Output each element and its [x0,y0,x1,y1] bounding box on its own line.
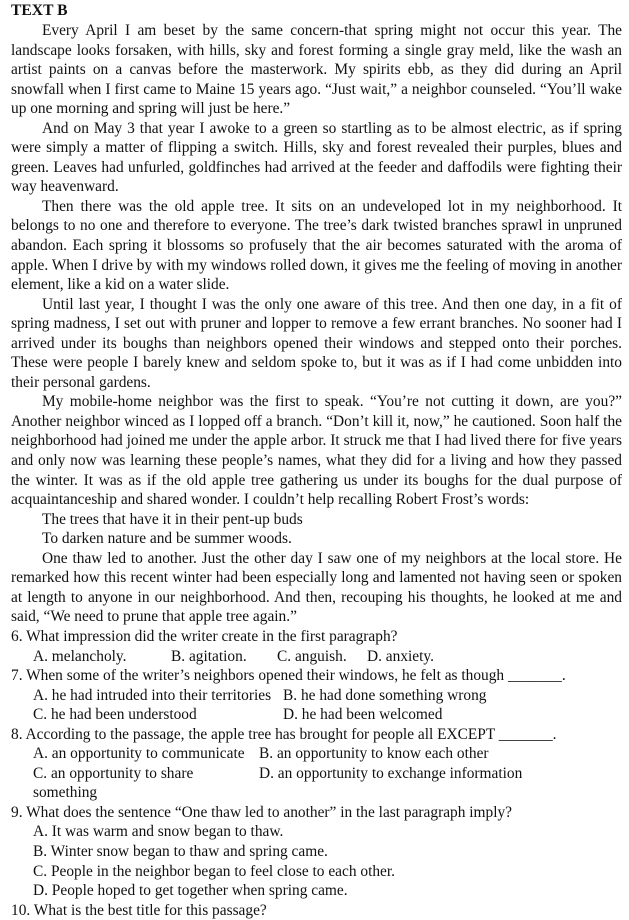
option: C. an opportunity to share something [33,764,194,802]
option: C. anguish. [277,647,347,665]
question-8: 8. According to the passage, the apple tree has brought for people all EXCEPT _______. [11,725,557,743]
paragraph-3: Then there was the old apple tree. It sits on an undeveloped lot in my neighborhood. It belongs to no one and therefore to everyone. The tree’s dark twisted branches sprawl in unpruned abandon. Each spring it blossoms so profusely that the air becomes saturated with the aroma of apple. When I drive by with my windows rolled down, it gives me the feeling of moving in another element, like a kid on a water slide. [11,197,622,294]
paragraph-2: And on May 3 that year I awoke to a green so startling as to be almost electric, as if spring were simply a matter of flipping a switch. Hills, sky and forest revealed their purples, blues and green. Leaves had unfurled, goldfinches had arrived at the feeder and daffodils were fighting their way heavenward. [11,119,622,196]
question-7-options [11,686,622,725]
question-10: 10. What is the best title for this passage? [11,901,267,919]
option: A. It was warm and snow began to thaw. [33,823,284,841]
option: B. agitation. [171,647,247,665]
option: A. he had intruded into their territories [33,686,272,704]
option: C. he had been understood [33,706,197,724]
question-8-options [11,744,622,803]
poem-line-2: To darken nature and be summer woods. [42,530,292,548]
poem-line-1: The trees that have it in their pent-up buds [42,510,303,528]
option: D. he had been welcomed [283,706,443,724]
option: D. an opportunity to exchange information [259,764,523,782]
option: B. an opportunity to know each other [259,745,489,763]
paragraph-5: My mobile-home neighbor was the first to speak. “You’re not cutting it down, are you?” Another neighbor winced as I lopped off a branch. “Don’t kill it, now,” he cautioned. Soon half the neighborhood had joined me under the apple arbor. It struck me that I had lived there for five years and only now was learning these people’s names, what they did for a living and how they passed the winter. It was as if the old apple tree gathering us under its boughs for the dual purpose of acquaintanceship and shared wonder. I couldn’t help recalling Robert Frost’s words: [11,393,622,509]
question-7: 7. When some of the writer’s neighbors opened their windows, he felt as though _______. [11,667,566,685]
option: C. People in the neighbor began to feel close to each other. [33,862,395,880]
paragraph-1: Every April I am beset by the same concern-that spring might not occur this year. The landscape looks forsaken, with hills, sky and forest forming a single gray meld, like the wash an artist paints on a canvas before the masterwork. My spirits ebb, as they did during an April snowfall when I first came to Maine 15 years ago. “Just wait,” a neighbor counseled. “You’ll wake up one morning and spring will just be here.” [11,22,622,118]
option: B. Winter snow began to thaw and spring came. [33,842,328,860]
option: D. anxiety. [367,647,434,665]
option: A. melancholy. [33,647,127,665]
option: B. he had done something wrong [283,686,487,704]
option: D. People hoped to get together when spring came. [33,882,348,900]
section-title: TEXT B [11,2,68,19]
paragraph-last: One thaw led to another. Just the other day I saw one of my neighbors at the local store. He remarked how this recent winter had been especially long and lamented not having seen or spoken at length to anyone in our neighborhood. And then, recouping his thoughts, he looked at me and said, “We need to prune that apple tree again.” [11,549,622,626]
question-6: 6. What impression did the writer create in the first paragraph? [11,627,398,645]
question-6-options [11,647,622,667]
question-9: 9. What does the sentence “One thaw led to another” in the last paragraph imply? [11,803,513,821]
option: A. an opportunity to communicate [33,745,245,763]
paragraph-4: Until last year, I thought I was the only one aware of this tree. And then one day, in a fit of spring madness, I set out with pruner and lopper to remove a few errant branches. No sooner had I arrived under its boughs than neighbors opened their windows and stepped onto their porches. These were people I barely knew and seldom spoke to, but it was as if I had come unbidden into their personal gardens. [11,295,622,391]
